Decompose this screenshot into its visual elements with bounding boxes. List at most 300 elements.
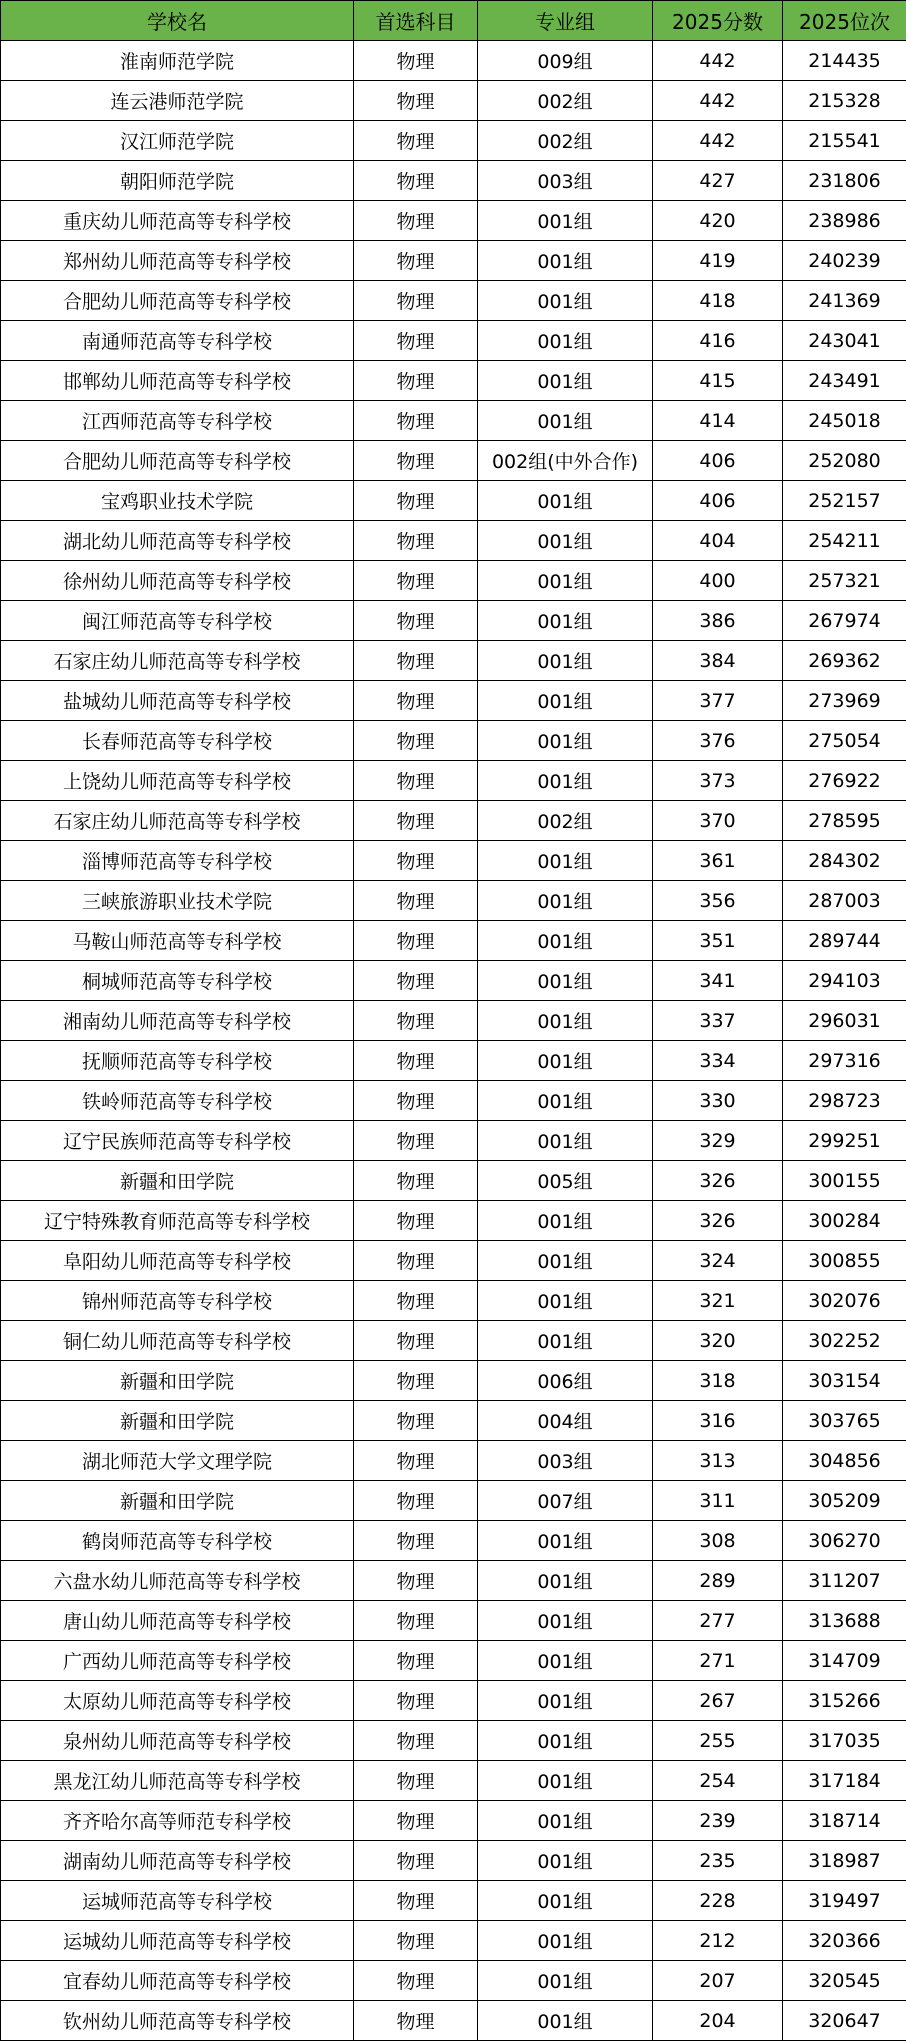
cell-subject: 物理 bbox=[354, 641, 478, 681]
cell-rank: 252157 bbox=[783, 481, 906, 521]
cell-major-group: 001组 bbox=[478, 1001, 653, 1041]
cell-rank: 311207 bbox=[783, 1561, 906, 1601]
cell-rank: 296031 bbox=[783, 1001, 906, 1041]
table-row bbox=[1, 1121, 906, 1161]
cell-rank: 297316 bbox=[783, 1041, 906, 1081]
cell-major-group: 001组 bbox=[478, 681, 653, 721]
cell-major-group: 001组 bbox=[478, 1761, 653, 1801]
cell-rank: 304856 bbox=[783, 1441, 906, 1481]
table-row bbox=[1, 1361, 906, 1401]
cell-score: 341 bbox=[653, 961, 783, 1001]
cell-school-name: 邯郸幼儿师范高等专科学校 bbox=[1, 361, 354, 401]
cell-rank: 317035 bbox=[783, 1721, 906, 1761]
cell-score: 337 bbox=[653, 1001, 783, 1041]
cell-score: 239 bbox=[653, 1801, 783, 1841]
cell-school-name: 唐山幼儿师范高等专科学校 bbox=[1, 1601, 354, 1641]
cell-rank: 294103 bbox=[783, 961, 906, 1001]
table-row bbox=[1, 1161, 906, 1201]
table-row bbox=[1, 161, 906, 201]
cell-rank: 287003 bbox=[783, 881, 906, 921]
cell-rank: 238986 bbox=[783, 201, 906, 241]
cell-subject: 物理 bbox=[354, 1401, 478, 1441]
table-row bbox=[1, 1761, 906, 1801]
cell-rank: 231806 bbox=[783, 161, 906, 201]
cell-school-name: 新疆和田学院 bbox=[1, 1401, 354, 1441]
cell-score: 373 bbox=[653, 761, 783, 801]
cell-subject: 物理 bbox=[354, 1721, 478, 1761]
cell-score: 329 bbox=[653, 1121, 783, 1161]
cell-score: 324 bbox=[653, 1241, 783, 1281]
cell-school-name: 汉江师范学院 bbox=[1, 121, 354, 161]
cell-school-name: 宝鸡职业技术学院 bbox=[1, 481, 354, 521]
table-row bbox=[1, 761, 906, 801]
cell-major-group: 001组 bbox=[478, 1561, 653, 1601]
table-row bbox=[1, 2001, 906, 2041]
table-row bbox=[1, 921, 906, 961]
cell-rank: 299251 bbox=[783, 1121, 906, 1161]
cell-major-group: 001组 bbox=[478, 361, 653, 401]
cell-major-group: 001组 bbox=[478, 1801, 653, 1841]
header-subject: 首选科目 bbox=[354, 1, 478, 41]
cell-score: 277 bbox=[653, 1601, 783, 1641]
table-row bbox=[1, 1601, 906, 1641]
table-row bbox=[1, 601, 906, 641]
table-row bbox=[1, 1641, 906, 1681]
cell-rank: 303765 bbox=[783, 1401, 906, 1441]
cell-score: 404 bbox=[653, 521, 783, 561]
cell-score: 442 bbox=[653, 81, 783, 121]
cell-rank: 215541 bbox=[783, 121, 906, 161]
cell-rank: 289744 bbox=[783, 921, 906, 961]
cell-score: 235 bbox=[653, 1841, 783, 1881]
cell-subject: 物理 bbox=[354, 1161, 478, 1201]
cell-score: 271 bbox=[653, 1641, 783, 1681]
cell-school-name: 马鞍山师范高等专科学校 bbox=[1, 921, 354, 961]
cell-score: 320 bbox=[653, 1321, 783, 1361]
cell-score: 377 bbox=[653, 681, 783, 721]
cell-school-name: 江西师范高等专科学校 bbox=[1, 401, 354, 441]
cell-subject: 物理 bbox=[354, 1681, 478, 1721]
cell-rank: 243041 bbox=[783, 321, 906, 361]
table-row bbox=[1, 1841, 906, 1881]
cell-rank: 302076 bbox=[783, 1281, 906, 1321]
cell-subject: 物理 bbox=[354, 601, 478, 641]
cell-subject: 物理 bbox=[354, 1961, 478, 2001]
table-row bbox=[1, 41, 906, 81]
cell-major-group: 004组 bbox=[478, 1401, 653, 1441]
cell-major-group: 001组 bbox=[478, 1321, 653, 1361]
cell-rank: 315266 bbox=[783, 1681, 906, 1721]
header-score-2025: 2025分数 bbox=[653, 1, 783, 41]
cell-subject: 物理 bbox=[354, 441, 478, 481]
cell-score: 318 bbox=[653, 1361, 783, 1401]
table-row bbox=[1, 1281, 906, 1321]
cell-school-name: 石家庄幼儿师范高等专科学校 bbox=[1, 801, 354, 841]
cell-subject: 物理 bbox=[354, 401, 478, 441]
cell-subject: 物理 bbox=[354, 201, 478, 241]
table-row bbox=[1, 361, 906, 401]
cell-rank: 215328 bbox=[783, 81, 906, 121]
table-row bbox=[1, 1961, 906, 2001]
cell-rank: 302252 bbox=[783, 1321, 906, 1361]
header-school-name: 学校名 bbox=[1, 1, 354, 41]
cell-school-name: 泉州幼儿师范高等专科学校 bbox=[1, 1721, 354, 1761]
cell-school-name: 运城师范高等专科学校 bbox=[1, 1881, 354, 1921]
table-row bbox=[1, 401, 906, 441]
cell-major-group: 001组 bbox=[478, 1681, 653, 1721]
cell-major-group: 001组 bbox=[478, 521, 653, 561]
cell-rank: 300155 bbox=[783, 1161, 906, 1201]
cell-subject: 物理 bbox=[354, 1481, 478, 1521]
cell-major-group: 001组 bbox=[478, 1201, 653, 1241]
cell-rank: 320545 bbox=[783, 1961, 906, 2001]
table-row bbox=[1, 1681, 906, 1721]
cell-subject: 物理 bbox=[354, 1441, 478, 1481]
cell-score: 212 bbox=[653, 1921, 783, 1961]
cell-rank: 278595 bbox=[783, 801, 906, 841]
cell-school-name: 长春师范高等专科学校 bbox=[1, 721, 354, 761]
cell-rank: 269362 bbox=[783, 641, 906, 681]
cell-major-group: 002组(中外合作) bbox=[478, 441, 653, 481]
table-row bbox=[1, 521, 906, 561]
cell-subject: 物理 bbox=[354, 361, 478, 401]
cell-rank: 240239 bbox=[783, 241, 906, 281]
cell-rank: 318987 bbox=[783, 1841, 906, 1881]
cell-score: 356 bbox=[653, 881, 783, 921]
cell-major-group: 001组 bbox=[478, 601, 653, 641]
cell-subject: 物理 bbox=[354, 1321, 478, 1361]
table-row bbox=[1, 481, 906, 521]
cell-rank: 314709 bbox=[783, 1641, 906, 1681]
cell-school-name: 南通师范高等专科学校 bbox=[1, 321, 354, 361]
cell-rank: 300284 bbox=[783, 1201, 906, 1241]
table-row bbox=[1, 641, 906, 681]
cell-subject: 物理 bbox=[354, 1641, 478, 1681]
cell-major-group: 001组 bbox=[478, 881, 653, 921]
cell-school-name: 锦州师范高等专科学校 bbox=[1, 1281, 354, 1321]
header-rank-2025: 2025位次 bbox=[783, 1, 906, 41]
cell-school-name: 合肥幼儿师范高等专科学校 bbox=[1, 441, 354, 481]
cell-major-group: 009组 bbox=[478, 41, 653, 81]
cell-rank: 284302 bbox=[783, 841, 906, 881]
cell-subject: 物理 bbox=[354, 121, 478, 161]
cell-school-name: 湖北师范大学文理学院 bbox=[1, 1441, 354, 1481]
cell-score: 376 bbox=[653, 721, 783, 761]
cell-school-name: 齐齐哈尔高等师范专科学校 bbox=[1, 1801, 354, 1841]
cell-school-name: 辽宁特殊教育师范高等专科学校 bbox=[1, 1201, 354, 1241]
cell-score: 334 bbox=[653, 1041, 783, 1081]
cell-school-name: 新疆和田学院 bbox=[1, 1481, 354, 1521]
cell-score: 406 bbox=[653, 481, 783, 521]
cell-rank: 243491 bbox=[783, 361, 906, 401]
cell-major-group: 001组 bbox=[478, 2001, 653, 2041]
cell-school-name: 太原幼儿师范高等专科学校 bbox=[1, 1681, 354, 1721]
cell-score: 326 bbox=[653, 1201, 783, 1241]
cell-school-name: 淄博师范高等专科学校 bbox=[1, 841, 354, 881]
table-row bbox=[1, 81, 906, 121]
cell-school-name: 湖北幼儿师范高等专科学校 bbox=[1, 521, 354, 561]
cell-subject: 物理 bbox=[354, 521, 478, 561]
cell-score: 351 bbox=[653, 921, 783, 961]
cell-rank: 303154 bbox=[783, 1361, 906, 1401]
cell-subject: 物理 bbox=[354, 1881, 478, 1921]
cell-school-name: 连云港师范学院 bbox=[1, 81, 354, 121]
cell-rank: 320647 bbox=[783, 2001, 906, 2041]
cell-school-name: 宜春幼儿师范高等专科学校 bbox=[1, 1961, 354, 2001]
cell-subject: 物理 bbox=[354, 921, 478, 961]
cell-major-group: 001组 bbox=[478, 281, 653, 321]
cell-major-group: 003组 bbox=[478, 161, 653, 201]
cell-school-name: 新疆和田学院 bbox=[1, 1361, 354, 1401]
cell-subject: 物理 bbox=[354, 1241, 478, 1281]
cell-major-group: 002组 bbox=[478, 81, 653, 121]
cell-school-name: 上饶幼儿师范高等专科学校 bbox=[1, 761, 354, 801]
cell-score: 420 bbox=[653, 201, 783, 241]
cell-score: 330 bbox=[653, 1081, 783, 1121]
cell-subject: 物理 bbox=[354, 841, 478, 881]
table-row bbox=[1, 1441, 906, 1481]
table-row bbox=[1, 801, 906, 841]
cell-rank: 275054 bbox=[783, 721, 906, 761]
cell-rank: 298723 bbox=[783, 1081, 906, 1121]
cell-school-name: 六盘水幼儿师范高等专科学校 bbox=[1, 1561, 354, 1601]
cell-rank: 317184 bbox=[783, 1761, 906, 1801]
cell-score: 255 bbox=[653, 1721, 783, 1761]
cell-school-name: 郑州幼儿师范高等专科学校 bbox=[1, 241, 354, 281]
cell-subject: 物理 bbox=[354, 761, 478, 801]
cell-rank: 241369 bbox=[783, 281, 906, 321]
cell-major-group: 001组 bbox=[478, 1281, 653, 1321]
cell-major-group: 001组 bbox=[478, 841, 653, 881]
cell-rank: 276922 bbox=[783, 761, 906, 801]
table-row bbox=[1, 1321, 906, 1361]
cell-school-name: 淮南师范学院 bbox=[1, 41, 354, 81]
cell-score: 419 bbox=[653, 241, 783, 281]
cell-subject: 物理 bbox=[354, 1281, 478, 1321]
cell-rank: 245018 bbox=[783, 401, 906, 441]
table-row bbox=[1, 881, 906, 921]
cell-subject: 物理 bbox=[354, 721, 478, 761]
cell-score: 418 bbox=[653, 281, 783, 321]
cell-subject: 物理 bbox=[354, 481, 478, 521]
cell-subject: 物理 bbox=[354, 161, 478, 201]
header-row bbox=[1, 1, 906, 41]
cell-major-group: 001组 bbox=[478, 641, 653, 681]
cell-score: 427 bbox=[653, 161, 783, 201]
cell-rank: 257321 bbox=[783, 561, 906, 601]
cell-subject: 物理 bbox=[354, 81, 478, 121]
cell-rank: 273969 bbox=[783, 681, 906, 721]
cell-school-name: 湖南幼儿师范高等专科学校 bbox=[1, 1841, 354, 1881]
table-row bbox=[1, 321, 906, 361]
cell-rank: 267974 bbox=[783, 601, 906, 641]
cell-subject: 物理 bbox=[354, 1761, 478, 1801]
table-header bbox=[1, 1, 906, 41]
cell-major-group: 001组 bbox=[478, 1641, 653, 1681]
cell-major-group: 001组 bbox=[478, 721, 653, 761]
header-major-group: 专业组 bbox=[478, 1, 653, 41]
cell-major-group: 006组 bbox=[478, 1361, 653, 1401]
table-row bbox=[1, 281, 906, 321]
cell-school-name: 铁岭师范高等专科学校 bbox=[1, 1081, 354, 1121]
cell-score: 207 bbox=[653, 1961, 783, 2001]
cell-score: 204 bbox=[653, 2001, 783, 2041]
table-row bbox=[1, 1881, 906, 1921]
cell-major-group: 001组 bbox=[478, 561, 653, 601]
table-row bbox=[1, 1481, 906, 1521]
cell-rank: 305209 bbox=[783, 1481, 906, 1521]
cell-score: 415 bbox=[653, 361, 783, 401]
table-row bbox=[1, 441, 906, 481]
cell-major-group: 005组 bbox=[478, 1161, 653, 1201]
table-row bbox=[1, 1001, 906, 1041]
cell-major-group: 001组 bbox=[478, 1521, 653, 1561]
cell-major-group: 003组 bbox=[478, 1441, 653, 1481]
cell-school-name: 铜仁幼儿师范高等专科学校 bbox=[1, 1321, 354, 1361]
table-row bbox=[1, 1921, 906, 1961]
cell-school-name: 钦州幼儿师范高等专科学校 bbox=[1, 2001, 354, 2041]
cell-school-name: 朝阳师范学院 bbox=[1, 161, 354, 201]
cell-rank: 320366 bbox=[783, 1921, 906, 1961]
table-row bbox=[1, 681, 906, 721]
cell-subject: 物理 bbox=[354, 961, 478, 1001]
cell-subject: 物理 bbox=[354, 1921, 478, 1961]
table-row bbox=[1, 1721, 906, 1761]
cell-major-group: 001组 bbox=[478, 1601, 653, 1641]
table-row bbox=[1, 1561, 906, 1601]
cell-subject: 物理 bbox=[354, 881, 478, 921]
cell-rank: 214435 bbox=[783, 41, 906, 81]
cell-subject: 物理 bbox=[354, 1601, 478, 1641]
cell-major-group: 007组 bbox=[478, 1481, 653, 1521]
cell-school-name: 新疆和田学院 bbox=[1, 1161, 354, 1201]
cell-score: 228 bbox=[653, 1881, 783, 1921]
cell-major-group: 001组 bbox=[478, 1921, 653, 1961]
cell-subject: 物理 bbox=[354, 1521, 478, 1561]
cell-score: 267 bbox=[653, 1681, 783, 1721]
cell-score: 313 bbox=[653, 1441, 783, 1481]
cell-score: 361 bbox=[653, 841, 783, 881]
cell-major-group: 001组 bbox=[478, 201, 653, 241]
cell-school-name: 桐城师范高等专科学校 bbox=[1, 961, 354, 1001]
cell-school-name: 盐城幼儿师范高等专科学校 bbox=[1, 681, 354, 721]
cell-score: 442 bbox=[653, 41, 783, 81]
cell-school-name: 抚顺师范高等专科学校 bbox=[1, 1041, 354, 1081]
cell-score: 442 bbox=[653, 121, 783, 161]
cell-subject: 物理 bbox=[354, 1081, 478, 1121]
cell-subject: 物理 bbox=[354, 801, 478, 841]
cell-subject: 物理 bbox=[354, 281, 478, 321]
cell-school-name: 三峡旅游职业技术学院 bbox=[1, 881, 354, 921]
cell-score: 416 bbox=[653, 321, 783, 361]
cell-school-name: 鹤岗师范高等专科学校 bbox=[1, 1521, 354, 1561]
cell-score: 316 bbox=[653, 1401, 783, 1441]
table-row bbox=[1, 241, 906, 281]
cell-major-group: 001组 bbox=[478, 761, 653, 801]
cell-subject: 物理 bbox=[354, 1801, 478, 1841]
cell-subject: 物理 bbox=[354, 681, 478, 721]
cell-school-name: 重庆幼儿师范高等专科学校 bbox=[1, 201, 354, 241]
cell-subject: 物理 bbox=[354, 1361, 478, 1401]
cell-school-name: 石家庄幼儿师范高等专科学校 bbox=[1, 641, 354, 681]
cell-major-group: 002组 bbox=[478, 121, 653, 161]
cell-rank: 306270 bbox=[783, 1521, 906, 1561]
cell-score: 311 bbox=[653, 1481, 783, 1521]
cell-subject: 物理 bbox=[354, 2001, 478, 2041]
cell-rank: 254211 bbox=[783, 521, 906, 561]
cell-major-group: 001组 bbox=[478, 1081, 653, 1121]
cell-score: 384 bbox=[653, 641, 783, 681]
cell-score: 386 bbox=[653, 601, 783, 641]
table-row bbox=[1, 1801, 906, 1841]
table-row bbox=[1, 121, 906, 161]
table-row bbox=[1, 841, 906, 881]
cell-subject: 物理 bbox=[354, 1001, 478, 1041]
cell-major-group: 001组 bbox=[478, 1241, 653, 1281]
cell-major-group: 001组 bbox=[478, 241, 653, 281]
cell-major-group: 001组 bbox=[478, 1841, 653, 1881]
cell-school-name: 广西幼儿师范高等专科学校 bbox=[1, 1641, 354, 1681]
table-row bbox=[1, 1081, 906, 1121]
cell-rank: 319497 bbox=[783, 1881, 906, 1921]
cell-score: 326 bbox=[653, 1161, 783, 1201]
cell-rank: 318714 bbox=[783, 1801, 906, 1841]
cell-school-name: 运城幼儿师范高等专科学校 bbox=[1, 1921, 354, 1961]
cell-major-group: 001组 bbox=[478, 921, 653, 961]
cell-school-name: 阜阳幼儿师范高等专科学校 bbox=[1, 1241, 354, 1281]
cell-major-group: 001组 bbox=[478, 401, 653, 441]
cell-major-group: 001组 bbox=[478, 321, 653, 361]
cell-school-name: 黑龙江幼儿师范高等专科学校 bbox=[1, 1761, 354, 1801]
cell-score: 254 bbox=[653, 1761, 783, 1801]
cell-subject: 物理 bbox=[354, 1041, 478, 1081]
cell-rank: 252080 bbox=[783, 441, 906, 481]
cell-major-group: 001组 bbox=[478, 1721, 653, 1761]
cell-subject: 物理 bbox=[354, 1841, 478, 1881]
cell-score: 406 bbox=[653, 441, 783, 481]
table-row bbox=[1, 961, 906, 1001]
cell-major-group: 001组 bbox=[478, 961, 653, 1001]
cell-rank: 313688 bbox=[783, 1601, 906, 1641]
table-row bbox=[1, 721, 906, 761]
cell-subject: 物理 bbox=[354, 1561, 478, 1601]
table-row bbox=[1, 201, 906, 241]
cell-score: 289 bbox=[653, 1561, 783, 1601]
cell-subject: 物理 bbox=[354, 1201, 478, 1241]
table-row bbox=[1, 1241, 906, 1281]
cell-school-name: 闽江师范高等专科学校 bbox=[1, 601, 354, 641]
table-row bbox=[1, 1401, 906, 1441]
table-row bbox=[1, 1201, 906, 1241]
cell-subject: 物理 bbox=[354, 321, 478, 361]
cell-school-name: 徐州幼儿师范高等专科学校 bbox=[1, 561, 354, 601]
cell-score: 400 bbox=[653, 561, 783, 601]
table-body bbox=[1, 41, 906, 2041]
cell-major-group: 001组 bbox=[478, 1961, 653, 2001]
cell-school-name: 合肥幼儿师范高等专科学校 bbox=[1, 281, 354, 321]
cell-score: 321 bbox=[653, 1281, 783, 1321]
cell-major-group: 001组 bbox=[478, 1881, 653, 1921]
cell-rank: 300855 bbox=[783, 1241, 906, 1281]
cell-score: 414 bbox=[653, 401, 783, 441]
cell-major-group: 001组 bbox=[478, 1121, 653, 1161]
cell-score: 308 bbox=[653, 1521, 783, 1561]
cell-subject: 物理 bbox=[354, 561, 478, 601]
cell-school-name: 湘南幼儿师范高等专科学校 bbox=[1, 1001, 354, 1041]
cell-subject: 物理 bbox=[354, 1121, 478, 1161]
cell-school-name: 辽宁民族师范高等专科学校 bbox=[1, 1121, 354, 1161]
table-row bbox=[1, 1521, 906, 1561]
